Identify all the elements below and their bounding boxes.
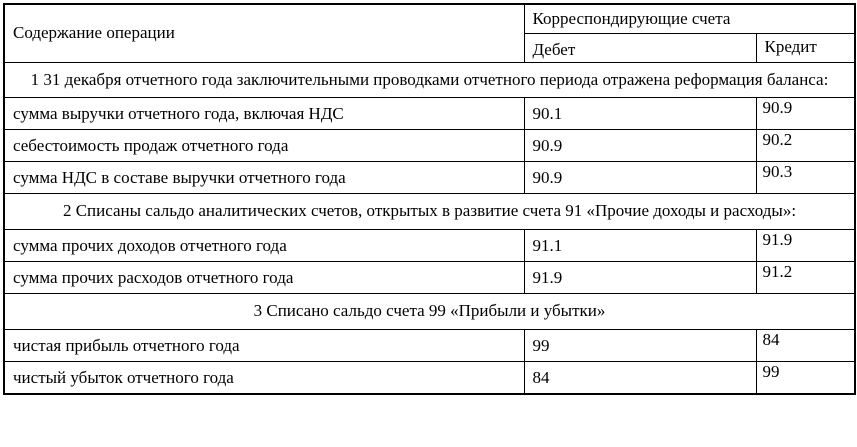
section-title-row [4,294,855,330]
operation-cell: чистый убыток отчетного года [4,362,524,394]
header-correspondent-accounts: Корреспондирующие счета [524,4,855,33]
operation-cell: себестоимость продаж отчетного года [4,130,524,162]
section-title: 3 Списано сальдо счета 99 «Прибыли и убытки» [4,294,855,330]
operation-cell: сумма выручки отчетного года, включая НДС [4,98,524,130]
debit-cell: 90.1 [524,98,756,130]
credit-cell: 91.2 [756,262,855,294]
debit-cell: 91.1 [524,230,756,262]
operation-cell: сумма прочих расходов отчетного года [4,262,524,294]
header-operation-content: Содержание операции [4,4,524,62]
credit-cell: 90.9 [756,98,855,130]
section-title-row [4,194,855,230]
table-row [4,230,855,262]
operation-cell: чистая прибыль отчетного года [4,330,524,362]
credit-cell: 91.9 [756,230,855,262]
table-row [4,330,855,362]
table-body [4,62,855,394]
table-row [4,262,855,294]
table-header [4,4,855,62]
section-title: 1 31 декабря отчетного года заключительными проводками отчетного периода отражена реформация баланса: [4,62,855,98]
debit-cell: 90.9 [524,162,756,194]
section-title-row [4,62,855,98]
operation-cell: сумма прочих доходов отчетного года [4,230,524,262]
operation-cell: сумма НДС в составе выручки отчетного года [4,162,524,194]
table-row [4,162,855,194]
table-row [4,362,855,394]
table-row [4,98,855,130]
credit-cell: 90.2 [756,130,855,162]
debit-cell: 90.9 [524,130,756,162]
debit-cell: 91.9 [524,262,756,294]
operations-correspondence-table [3,3,856,395]
credit-cell: 99 [756,362,855,394]
section-title: 2 Списаны сальдо аналитических счетов, открытых в развитие счета 91 «Прочие доходы и расходы»: [4,194,855,230]
header-credit: Кредит [756,33,855,62]
credit-cell: 84 [756,330,855,362]
table-row [4,130,855,162]
header-debit: Дебет [524,33,756,62]
debit-cell: 84 [524,362,756,394]
debit-cell: 99 [524,330,756,362]
credit-cell: 90.3 [756,162,855,194]
